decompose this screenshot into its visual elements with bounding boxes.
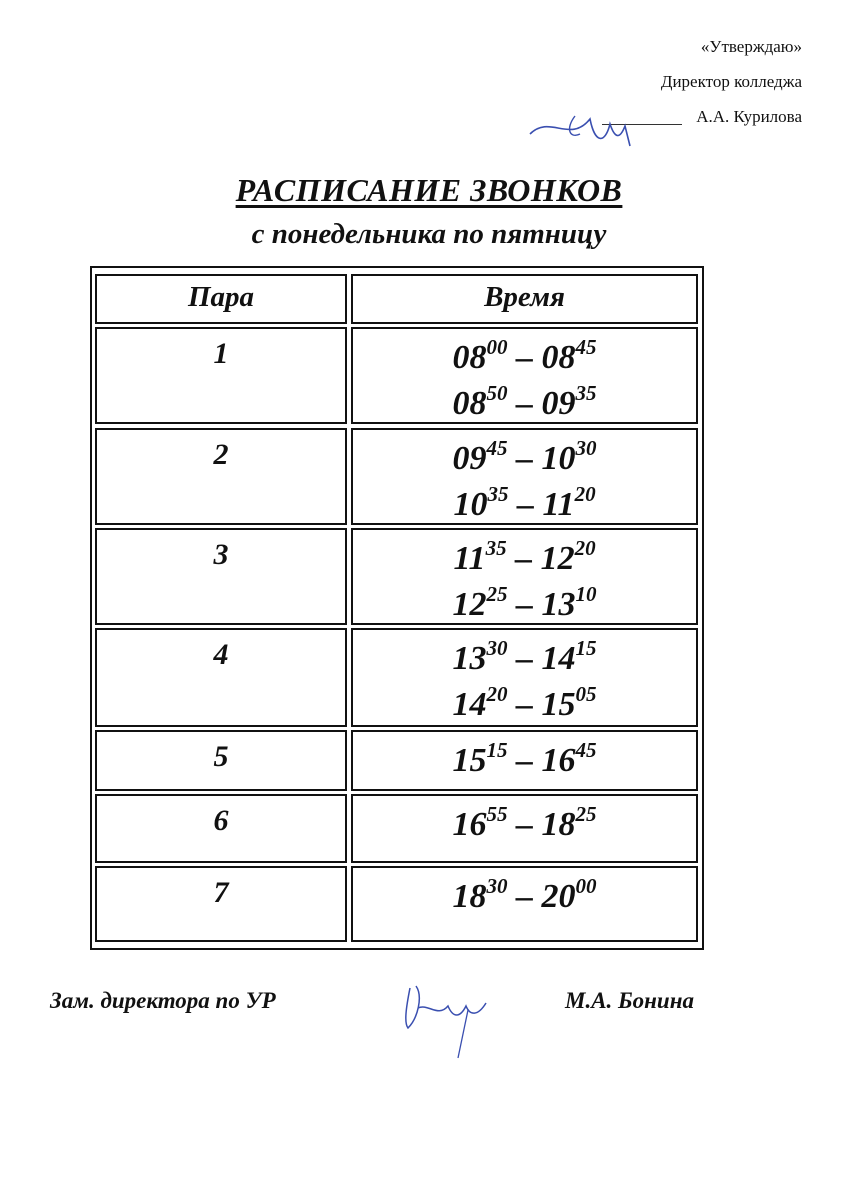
time-minute: 00 <box>486 334 508 359</box>
footer-name: М.А. Бонина <box>565 988 694 1013</box>
time-minute: 20 <box>574 535 596 560</box>
time-hour: 11 <box>453 540 486 577</box>
time-hour: 09 <box>452 440 487 477</box>
time-cell <box>351 730 698 791</box>
time-hour: 16 <box>541 742 576 779</box>
time-hour: 20 <box>541 878 576 915</box>
time-hour: 13 <box>452 640 487 677</box>
time-minute: 35 <box>487 481 509 506</box>
time-minute: 15 <box>575 635 597 660</box>
time-hour: 08 <box>541 339 576 376</box>
time-cell <box>351 794 698 863</box>
time-minute: 55 <box>486 801 508 826</box>
time-hour: 16 <box>452 806 487 843</box>
time-minute: 20 <box>574 481 596 506</box>
time-cell <box>351 528 698 625</box>
time-minute: 35 <box>575 380 597 405</box>
time-hour: 10 <box>453 486 488 523</box>
pair-number: 2 <box>95 428 347 525</box>
time-cell <box>351 327 698 424</box>
time-cell <box>351 866 698 942</box>
time-range: $11^{35} - 12^{20}$ <box>453 535 596 577</box>
time-cell <box>351 628 698 727</box>
pair-number: 6 <box>95 794 347 863</box>
time-hour: 14 <box>452 686 487 723</box>
time-cell <box>351 428 698 525</box>
time-hour: 18 <box>452 878 487 915</box>
time-hour: 09 <box>541 385 576 422</box>
time-hour: 13 <box>541 586 576 623</box>
page-subtitle: с понедельника по пятницу <box>251 218 607 250</box>
time-minute: 05 <box>575 681 597 706</box>
time-minute: 30 <box>575 435 597 460</box>
time-minute: 25 <box>575 801 597 826</box>
time-hour: 08 <box>452 385 487 422</box>
time-range: $10^{35} - 11^{20}$ <box>453 481 596 523</box>
time-range: $12^{25} - 13^{10}$ <box>452 581 597 623</box>
time-range: $18^{30} - 20^{00}$ <box>452 873 597 915</box>
pair-number: 1 <box>95 327 347 424</box>
footer-role: Зам. директора по УР <box>50 988 276 1013</box>
time-minute: 00 <box>575 873 597 898</box>
pair-number: 7 <box>95 866 347 942</box>
time-range: $08^{00} - 08^{45}$ <box>452 334 597 376</box>
time-range: $14^{20} - 15^{05}$ <box>452 681 597 723</box>
pair-number: 4 <box>95 628 347 727</box>
header-time: Время <box>351 274 698 324</box>
time-hour: 12 <box>452 586 487 623</box>
pair-number: 3 <box>95 528 347 625</box>
time-minute: 25 <box>486 581 508 606</box>
pair-number: 5 <box>95 730 347 791</box>
time-hour: 15 <box>541 686 576 723</box>
time-hour: 11 <box>542 486 575 523</box>
time-hour: 14 <box>541 640 576 677</box>
time-minute: 45 <box>486 435 508 460</box>
time-minute: 10 <box>575 581 597 606</box>
time-range: $15^{15} - 16^{45}$ <box>452 737 597 779</box>
time-range: $09^{45} - 10^{30}$ <box>452 435 597 477</box>
page-title: РАСПИСАНИЕ ЗВОНКОВ <box>235 172 623 208</box>
time-minute: 45 <box>575 334 597 359</box>
time-minute: 35 <box>485 535 507 560</box>
time-range: $08^{50} - 09^{35}$ <box>452 380 597 422</box>
time-hour: 10 <box>541 440 576 477</box>
time-hour: 08 <box>452 339 487 376</box>
time-minute: 50 <box>486 380 508 405</box>
time-minute: 30 <box>486 873 508 898</box>
time-minute: 20 <box>486 681 508 706</box>
header-pair: Пара <box>95 274 347 324</box>
time-minute: 45 <box>575 737 597 762</box>
director-signature-icon <box>520 104 650 154</box>
time-hour: 15 <box>452 742 487 779</box>
approval-label: «Утверждаю» <box>700 37 802 56</box>
time-minute: 15 <box>486 737 508 762</box>
time-hour: 18 <box>541 806 576 843</box>
approval-name: А.А. Курилова <box>696 107 802 126</box>
time-range: $13^{30} - 14^{15}$ <box>452 635 597 677</box>
deputy-signature-icon <box>398 978 498 1070</box>
approval-position: Директор колледжа <box>660 72 802 91</box>
time-range: $16^{55} - 18^{25}$ <box>452 801 597 843</box>
time-hour: 12 <box>540 540 575 577</box>
time-minute: 30 <box>486 635 508 660</box>
